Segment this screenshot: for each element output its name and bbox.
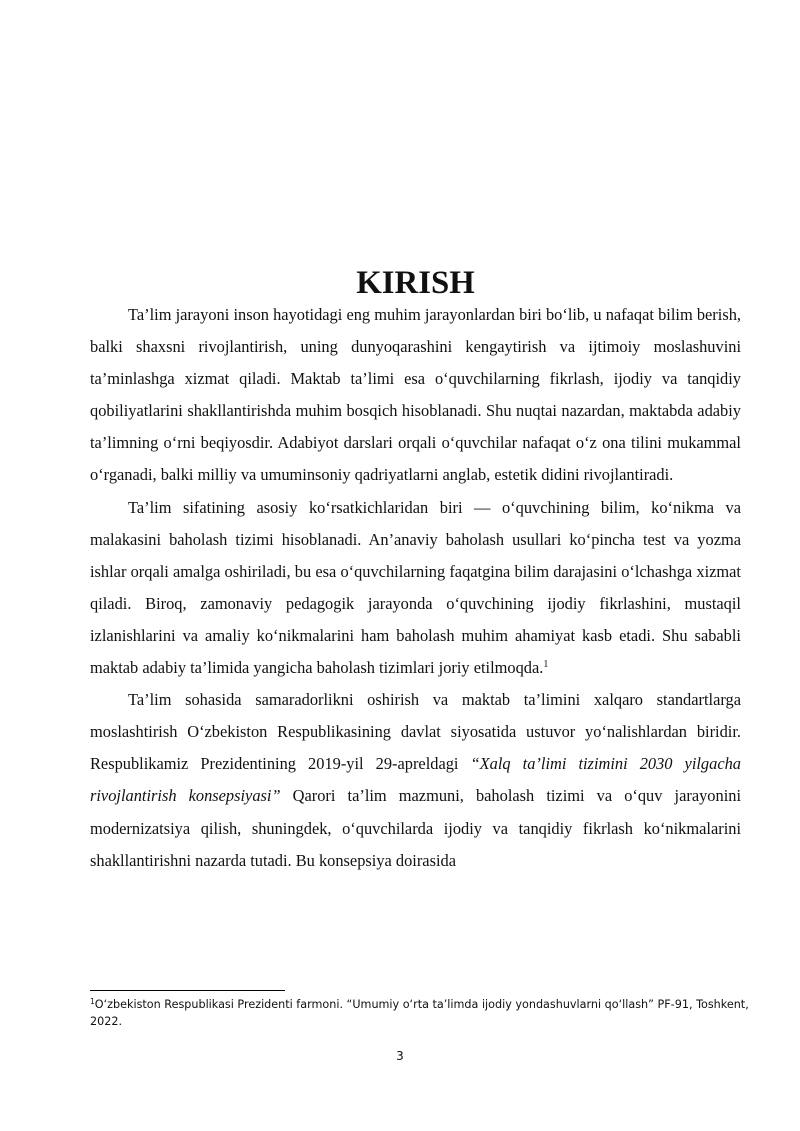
paragraph-2 (90, 492, 741, 685)
page-number: 3 (396, 1049, 404, 1063)
footnote-separator (90, 990, 285, 991)
paragraph-3-text-end: Qarori ta’lim mazmuni, baholash tizimi va oʻquv jarayonini modernizatsiya qilish, shuningdek, oʻquvchilarda ijodiy va tanqidiy fikrlash koʻnikmalarini shakllantirishni nazarda tutadi. Bu konsepsiya doirasida (90, 786, 741, 870)
concept-title-italic: “Xalq ta’limi tizimini 2030 yilgacha rivojlantirish konsepsiyasi” (90, 754, 741, 806)
paragraph-3-text-start: Ta’lim sohasida samaradorlikni oshirish va maktab ta’limini xalqaro standartlarga moslashtirish Oʻzbekiston Respublikasining davlat siyosatida ustuvor yoʻnalishlardan biridir. Respublikamiz Prezidentining 2019-yil 29-apreldagi (90, 690, 741, 774)
paragraph-3 (90, 684, 741, 877)
footnote-reference[interactable]: 1 (543, 659, 549, 671)
paragraph-1 (90, 299, 741, 492)
footnote (90, 996, 750, 1030)
footnote-text: O‘zbekiston Respublikasi Prezidenti farmoni. “Umumiy o‘rta ta’limda ijodiy yondashuvlarni qo‘llash” PF-91, Toshkent, 2022. (90, 998, 749, 1028)
section-title: KIRISH (356, 265, 475, 301)
footnote-marker: 1 (90, 997, 95, 1006)
document-body (90, 265, 741, 877)
paragraph-1-text: Ta’lim jarayoni inson hayotidagi eng muhim jarayonlardan biri boʻlib, u nafaqat bilim berish, balki shaxsni rivojlantirish, uning dunyoqarashini kengaytirish va ijtimoiy moslashuvini ta’minlashga xizmat qiladi. Maktab ta’limi esa oʻquvchilarning fikrlash, ijodiy va tanqidiy qobiliyatlarini shakllantirishda muhim bosqich hisoblanadi. Shu nuqtai nazardan, maktabda adabiy ta’limning oʻrni beqiyosdir. Adabiyot darslari orqali oʻquvchilar nafaqat oʻz ona tilini mukammal oʻrganadi, balki milliy va umuminsoniy qadriyatlarni anglab, estetik didini rivojlantiradi. (90, 305, 741, 485)
paragraph-2-text: Ta’lim sifatining asosiy koʻrsatkichlaridan biri — oʻquvchining bilim, koʻnikma va malakasini baholash tizimi hisoblanadi. An’anaviy baholash usullari koʻpincha test va yozma ishlar orqali amalga oshiriladi, bu esa oʻquvchilarning faqatgina bilim darajasini oʻlchashga xizmat qiladi. Biroq, zamonaviy pedagogik jarayonda oʻquvchining ijodiy fikrlashini, mustaqil izlanishlarini va amaliy koʻnikmalarini ham baholash muhim ahamiyat kasb etadi. Shu sababli maktab adabiy ta’limida yangicha baholash tizimlari joriy etilmoqda. (90, 497, 741, 678)
